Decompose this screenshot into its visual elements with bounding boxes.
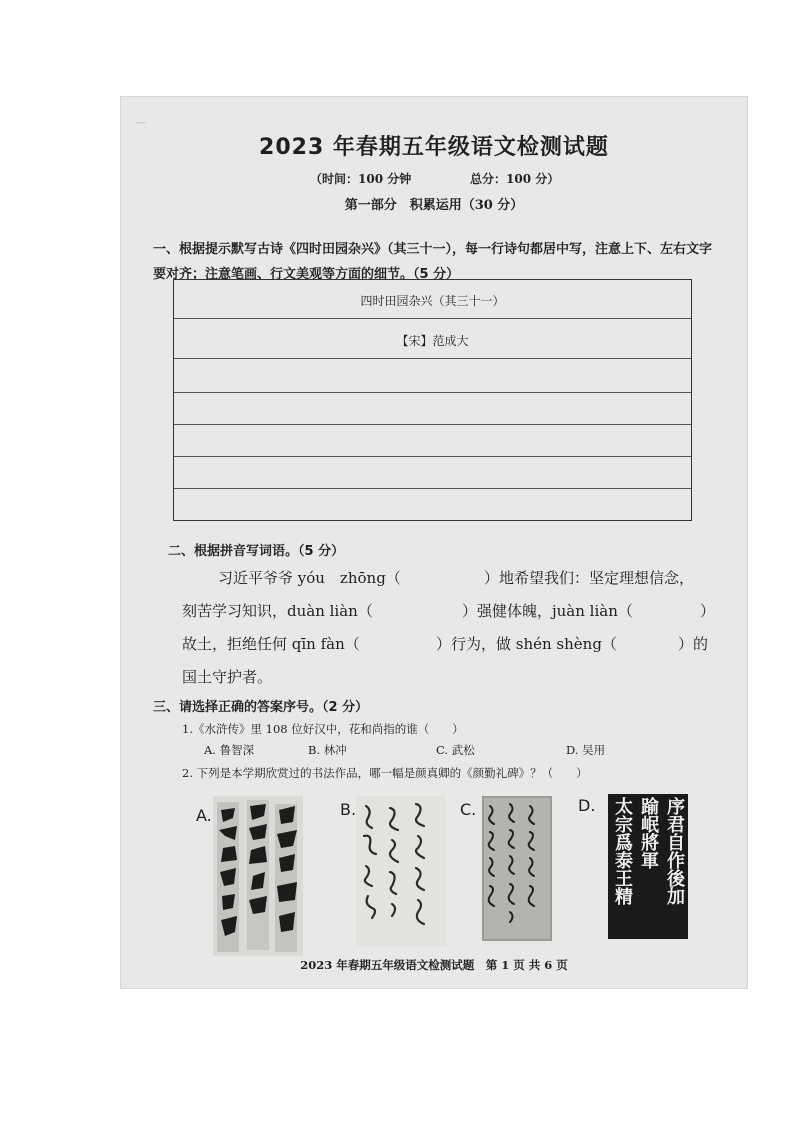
calligraphy-image-c — [482, 796, 552, 941]
pinyin-text: 刻苦学习知识，duàn liàn（ — [182, 602, 373, 620]
pinyin-text: ）地希望我们：坚定理想信念， — [484, 569, 695, 587]
question-2-heading: 二、根据拼音写词语。（5 分） — [168, 544, 345, 559]
poem-answer-line[interactable] — [174, 488, 691, 519]
option-a[interactable]: A. 鲁智深 — [204, 743, 255, 757]
question-3-heading: 三、请选择正确的答案序号。（2 分） — [153, 700, 369, 715]
pinyin-text: 习近平爷爷 yóu zhōng（ — [218, 569, 401, 587]
stele-column: 太宗爲泰王精 — [612, 797, 633, 905]
option-b[interactable]: B. 林冲 — [308, 743, 347, 757]
pinyin-line — [182, 562, 722, 595]
exam-page — [120, 96, 748, 989]
poem-author: 【宋】范成大 — [396, 334, 469, 348]
part-heading: 第一部分 积累运用（30 分） — [344, 198, 524, 213]
pinyin-text: 故土，拒绝任何 qīn fàn（ — [182, 635, 360, 653]
calligraphy-label-c[interactable]: C. — [460, 800, 477, 819]
pinyin-line — [182, 661, 722, 694]
poem-answer-line[interactable] — [174, 456, 691, 489]
poem-writing-box — [173, 279, 692, 521]
poem-answer-line[interactable] — [174, 424, 691, 457]
question-3-1: 1.《水浒传》里 108 位好汉中，花和尚指的谁（ ） — [182, 722, 464, 736]
bleed-through-text: — — [135, 116, 146, 129]
calligraphy-image-b — [356, 796, 446, 946]
pinyin-line — [182, 628, 722, 661]
calligraphy-image-a — [213, 796, 303, 956]
poem-answer-line[interactable] — [174, 358, 691, 393]
pinyin-paragraph — [182, 562, 722, 694]
exam-score: 总分：100 分） — [470, 172, 560, 186]
stele-column: 序君自作後加 — [664, 797, 685, 905]
pinyin-text: 国土守护者。 — [182, 668, 273, 686]
pinyin-text: ） — [700, 602, 716, 620]
question-1-text: 一、根据提示默写古诗《四时田园杂兴》（其三十一），每一行诗句都居中写，注意上下、左右文字要对齐；注意笔画、行文美观等方面的细节。（5 分） — [153, 242, 713, 282]
stele-column: 踰岷將軍 — [638, 797, 659, 869]
pinyin-text: ）强健体魄，juàn liàn（ — [462, 602, 633, 620]
calligraphy-image-d — [608, 794, 688, 939]
option-c[interactable]: C. 武松 — [436, 743, 475, 757]
calligraphy-label-b[interactable]: B. — [340, 800, 357, 819]
calligraphy-label-d[interactable]: D. — [578, 796, 596, 815]
page-footer: 2023 年春期五年级语文检测试题 第 1 页 共 6 页 — [300, 958, 568, 972]
option-d[interactable]: D. 吴用 — [566, 743, 606, 757]
question-3-2: 2. 下列是本学期欣赏过的书法作品，哪一幅是颜真卿的《颜勤礼碑》？（ ） — [182, 766, 588, 780]
pinyin-text: ）行为，做 shén shèng（ — [436, 635, 617, 653]
exam-title: 2023 年春期五年级语文检测试题 — [259, 135, 609, 160]
pinyin-line — [182, 595, 722, 628]
calligraphy-label-a[interactable]: A. — [196, 806, 212, 825]
poem-title: 四时田园杂兴（其三十一） — [360, 294, 505, 308]
pinyin-text: ）的 — [678, 635, 709, 653]
poem-answer-line[interactable] — [174, 392, 691, 425]
exam-time: （时间：100 分钟 — [310, 172, 412, 186]
